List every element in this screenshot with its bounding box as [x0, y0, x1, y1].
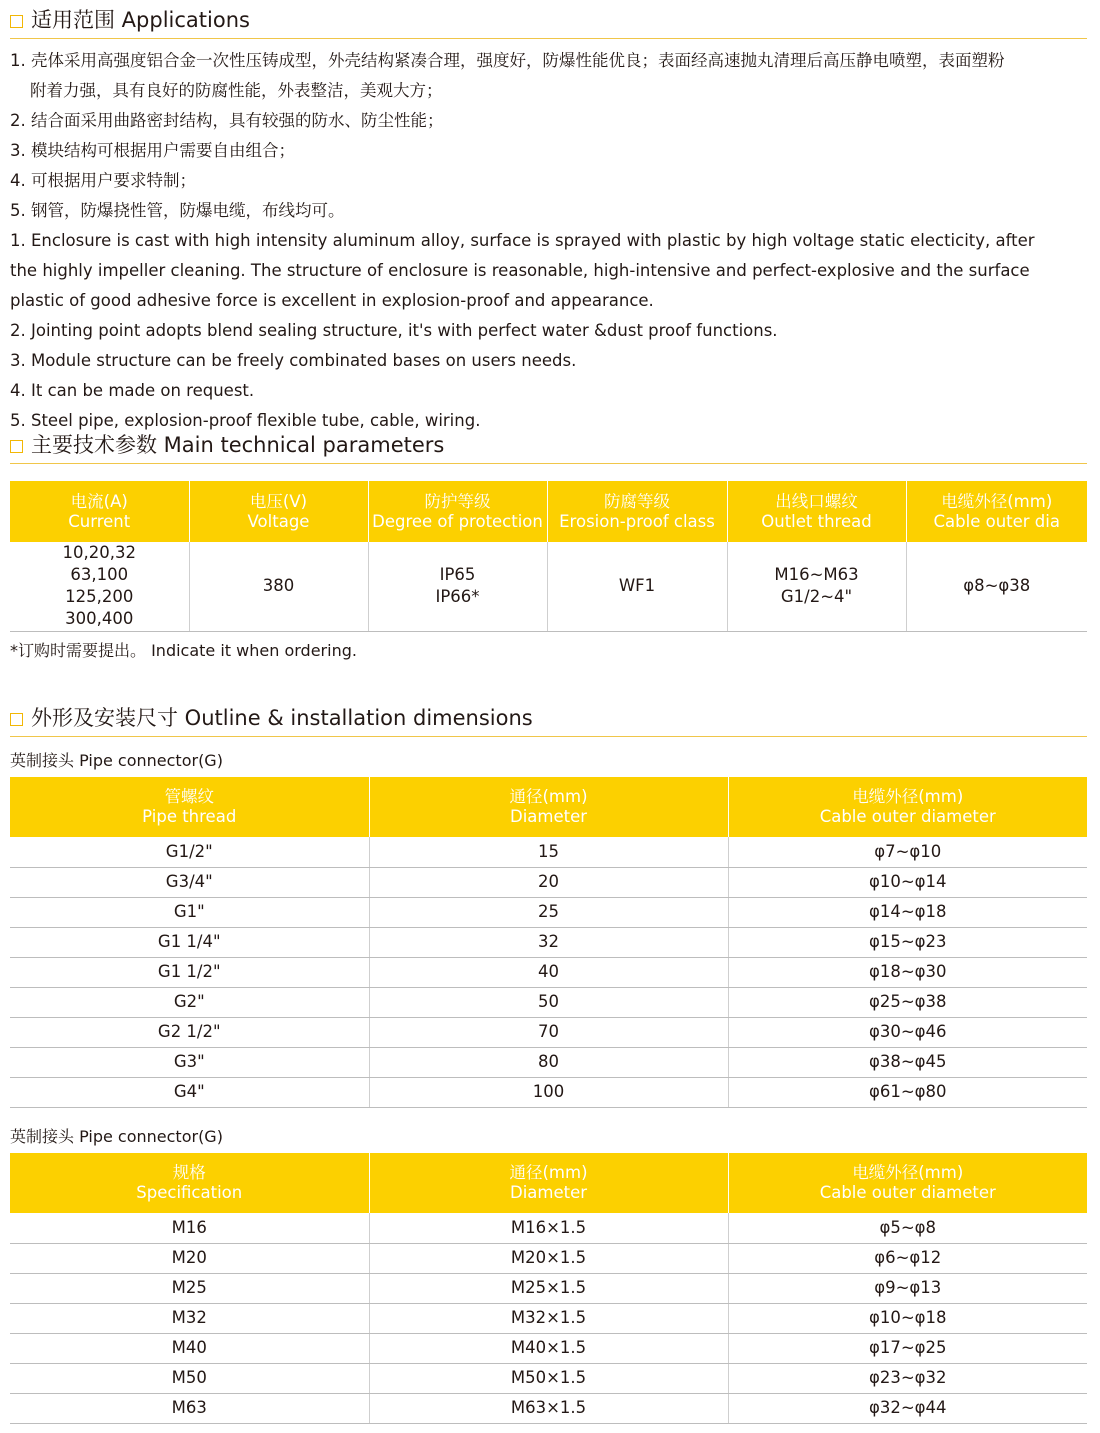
cell-thread: G3" [10, 1047, 369, 1077]
cell-thread: G1" [10, 897, 369, 927]
header-current: 电流(A) Current [10, 481, 189, 542]
cell-protection: IP65 IP66* [368, 542, 547, 631]
applications-zh-line: 附着力强，具有良好的防腐性能，外表整洁，美观大方； [30, 81, 443, 100]
cell-cable-diameter: φ9~φ13 [728, 1273, 1087, 1303]
technical-heading [10, 430, 1087, 460]
square-bullet-icon [10, 15, 23, 28]
header-erosion: 防腐等级 Erosion-proof class [547, 481, 727, 542]
header-voltage: 电压(V) Voltage [189, 481, 368, 542]
order-note: *订购时需要提出。 Indicate it when ordering. [10, 641, 357, 660]
cell-thread: G4" [10, 1077, 369, 1107]
cell-cable-diameter: φ14~φ18 [728, 897, 1087, 927]
table-row [10, 897, 1087, 927]
cell-thread: G2 1/2" [10, 1017, 369, 1047]
applications-zh-line: 4. 可根据用户要求特制； [10, 171, 196, 190]
applications-zh-line: 1. 壳体采用高强度铝合金一次性压铸成型，外壳结构紧凑合理，强度好，防爆性能优良；表面经高速抛丸清理后高压静电喷塑，表面塑粉 [10, 51, 1005, 70]
applications-zh-line: 5. 钢管，防爆挠性管，防爆电缆，布线均可。 [10, 201, 345, 220]
applications-zh-line: 3. 模块结构可根据用户需要自由组合； [10, 141, 295, 160]
pipe-thread-table [10, 777, 1087, 1108]
header-specification: 规格 Specification [10, 1153, 369, 1213]
applications-en-line: 3. Module structure can be freely combinated bases on users needs. [10, 351, 577, 370]
cell-thread: M63 [10, 1393, 369, 1423]
cell-diameter: M50×1.5 [369, 1363, 728, 1393]
table-row [10, 957, 1087, 987]
table-row [10, 1213, 1087, 1243]
cell-diameter: 80 [369, 1047, 728, 1077]
cell-cable-diameter: φ23~φ32 [728, 1363, 1087, 1393]
table-row [10, 1393, 1087, 1423]
table-row [10, 867, 1087, 897]
cell-thread: M16~M63 G1/2~4" [727, 542, 906, 631]
header-outlet-thread: 出线口螺纹 Outlet thread [727, 481, 906, 542]
cell-cable-diameter: φ15~φ23 [728, 927, 1087, 957]
cell-cable-diameter: φ7~φ10 [728, 837, 1087, 867]
cell-diameter: M16×1.5 [369, 1213, 728, 1243]
cell-diameter: M32×1.5 [369, 1303, 728, 1333]
header-cable-dia: 电缆外径(mm) Cable outer dia [906, 481, 1087, 542]
cell-thread: G2" [10, 987, 369, 1017]
cell-thread: M25 [10, 1273, 369, 1303]
cell-cable-diameter: φ10~φ14 [728, 867, 1087, 897]
cell-thread: M50 [10, 1363, 369, 1393]
table-header-row [10, 777, 1087, 837]
cell-cable: φ8~φ38 [906, 542, 1087, 631]
cell-cable-diameter: φ17~φ25 [728, 1333, 1087, 1363]
outline-heading [10, 703, 1087, 733]
technical-table [10, 481, 1087, 632]
square-bullet-icon [10, 440, 23, 453]
applications-en-line: 4. It can be made on request. [10, 381, 255, 400]
cell-cable-diameter: φ25~φ38 [728, 987, 1087, 1017]
cell-diameter: 20 [369, 867, 728, 897]
cell-thread: G1 1/4" [10, 927, 369, 957]
header-cable-outer-diameter: 电缆外径(mm) Cable outer diameter [728, 777, 1087, 837]
header-diameter: 通径(mm) Diameter [369, 1153, 728, 1213]
cell-diameter: 50 [369, 987, 728, 1017]
cell-cable-diameter: φ38~φ45 [728, 1047, 1087, 1077]
cell-voltage: 380 [189, 542, 368, 631]
cell-cable-diameter: φ61~φ80 [728, 1077, 1087, 1107]
cell-cable-diameter: φ18~φ30 [728, 957, 1087, 987]
cell-thread: M32 [10, 1303, 369, 1333]
cell-diameter: M63×1.5 [369, 1393, 728, 1423]
cell-cable-diameter: φ30~φ46 [728, 1017, 1087, 1047]
table-header-row [10, 1153, 1087, 1213]
specification-table [10, 1153, 1087, 1424]
cell-thread: G1/2" [10, 837, 369, 867]
cell-thread: G1 1/2" [10, 957, 369, 987]
square-bullet-icon [10, 713, 23, 726]
header-protection: 防护等级 Degree of protection [368, 481, 547, 542]
cell-diameter: 70 [369, 1017, 728, 1047]
cell-thread: M20 [10, 1243, 369, 1273]
applications-en-line: 5. Steel pipe, explosion-proof flexible tube, cable, wiring. [10, 411, 481, 430]
technical-data-row [10, 542, 1087, 631]
header-cable-outer-diameter: 电缆外径(mm) Cable outer diameter [728, 1153, 1087, 1213]
applications-heading-text: 适用范围 Applications [31, 8, 250, 32]
cell-erosion: WF1 [547, 542, 727, 631]
technical-header-row [10, 481, 1087, 542]
table1-label: 英制接头 Pipe connector(G) [10, 751, 223, 770]
header-diameter: 通径(mm) Diameter [369, 777, 728, 837]
cell-thread: G3/4" [10, 867, 369, 897]
cell-diameter: M40×1.5 [369, 1333, 728, 1363]
applications-en-line: plastic of good adhesive force is excellent in explosion-proof and appearance. [10, 291, 654, 310]
cell-diameter: 100 [369, 1077, 728, 1107]
table-row [10, 927, 1087, 957]
table-row [10, 1243, 1087, 1273]
table-row [10, 1363, 1087, 1393]
technical-heading-text: 主要技术参数 Main technical parameters [31, 433, 445, 457]
table-row [10, 1333, 1087, 1363]
applications-heading [10, 5, 1087, 35]
applications-zh-line: 2. 结合面采用曲路密封结构，具有较强的防水、防尘性能； [10, 111, 444, 130]
cell-diameter: 25 [369, 897, 728, 927]
table-row [10, 1017, 1087, 1047]
cell-diameter: 32 [369, 927, 728, 957]
table-row [10, 1047, 1087, 1077]
cell-cable-diameter: φ10~φ18 [728, 1303, 1087, 1333]
cell-diameter: 15 [369, 837, 728, 867]
cell-current: 10,20,32 63,100 125,200 300,400 [10, 542, 189, 631]
table-row [10, 837, 1087, 867]
cell-diameter: 40 [369, 957, 728, 987]
table-row [10, 1273, 1087, 1303]
applications-en-line: 2. Jointing point adopts blend sealing structure, it's with perfect water &dust proof functions. [10, 321, 778, 340]
cell-thread: M40 [10, 1333, 369, 1363]
cell-cable-diameter: φ32~φ44 [728, 1393, 1087, 1423]
applications-text [10, 46, 1095, 436]
cell-cable-diameter: φ5~φ8 [728, 1213, 1087, 1243]
table2-label: 英制接头 Pipe connector(G) [10, 1127, 223, 1146]
cell-thread: M16 [10, 1213, 369, 1243]
table-row [10, 1303, 1087, 1333]
header-pipe-thread: 管螺纹 Pipe thread [10, 777, 369, 837]
outline-heading-text: 外形及安装尺寸 Outline & installation dimensions [31, 706, 533, 730]
table-row [10, 987, 1087, 1017]
applications-en-line: the highly impeller cleaning. The structure of enclosure is reasonable, high-intensive and perfect-explosive and the surface [10, 261, 1030, 280]
cell-cable-diameter: φ6~φ12 [728, 1243, 1087, 1273]
cell-diameter: M25×1.5 [369, 1273, 728, 1303]
applications-en-line: 1. Enclosure is cast with high intensity aluminum alloy, surface is sprayed with plastic by high voltage static electicity, after [10, 231, 1035, 250]
cell-diameter: M20×1.5 [369, 1243, 728, 1273]
table-row [10, 1077, 1087, 1107]
